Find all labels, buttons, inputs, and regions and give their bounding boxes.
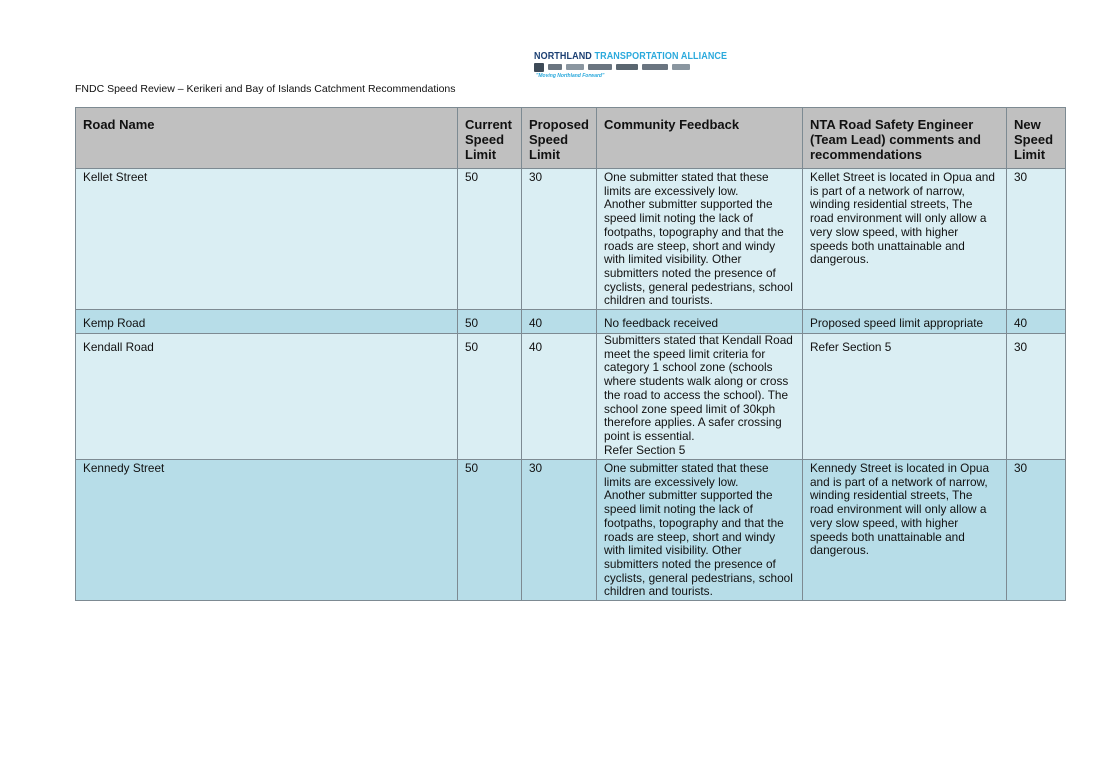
logo-tagline: "Moving Northland Forward" (536, 73, 605, 79)
col-header-road-name: Road Name (76, 108, 458, 169)
table-row (76, 310, 1066, 334)
comments-cell: Refer Section 5 (803, 334, 1007, 460)
feedback-cell: No feedback received (597, 310, 803, 334)
road-name-cell: Kendall Road (76, 334, 458, 460)
feedback-text: One submitter stated that these limits are excessively low. Another submitter supported the speed limit noting the lack of footpaths, topography and that the roads are steep, short and windy with limited visibility. Other submitters noted the presence of cyclists, general pedestrians, school children and tourists. (604, 461, 793, 599)
current-speed-cell: 50 (458, 460, 522, 601)
logo-partner-marks (534, 62, 700, 72)
col-header-new-speed: New Speed Limit (1007, 108, 1066, 169)
new-speed-cell: 30 (1007, 169, 1066, 310)
comments-cell: Kellet Street is located in Opua and is part of a network of narrow, winding residential streets, The road environment will only allow a very slow speed, with higher speeds both unattainable and dangerous. (803, 169, 1007, 310)
current-speed-cell: 50 (458, 169, 522, 310)
partner-logo-mark (566, 64, 584, 70)
col-header-community-feedback: Community Feedback (597, 108, 803, 169)
partner-logo-mark (616, 64, 638, 70)
logo-word-northland: NORTHLAND (534, 50, 592, 62)
partner-logo-mark (642, 64, 668, 70)
col-header-engineer-comments: NTA Road Safety Engineer (Team Lead) comments and recommendations (803, 108, 1007, 169)
nta-logo (534, 50, 728, 82)
proposed-speed-cell: 40 (522, 334, 597, 460)
road-name-cell: Kennedy Street (76, 460, 458, 601)
logo-word-alliance: TRANSPORTATION ALLIANCE (594, 50, 728, 62)
new-speed-cell: 40 (1007, 310, 1066, 334)
road-name-cell: Kemp Road (76, 310, 458, 334)
col-header-proposed-speed: Proposed Speed Limit (522, 108, 597, 169)
current-speed-cell: 50 (458, 310, 522, 334)
comments-cell: Proposed speed limit appropriate (803, 310, 1007, 334)
proposed-speed-cell: 30 (522, 169, 597, 310)
partner-logo-mark (672, 64, 690, 70)
partner-logo-mark (548, 64, 562, 70)
col-header-current-speed: Current Speed Limit (458, 108, 522, 169)
partner-logo-mark (534, 63, 544, 72)
road-name-cell: Kellet Street (76, 169, 458, 310)
proposed-speed-cell: 40 (522, 310, 597, 334)
table-header-row (76, 108, 1066, 169)
current-speed-cell: 50 (458, 334, 522, 460)
table-row (76, 460, 1066, 601)
partner-logo-mark (588, 64, 612, 70)
table-row (76, 334, 1066, 460)
document-title: FNDC Speed Review – Kerikeri and Bay of Islands Catchment Recommendations (75, 83, 456, 95)
proposed-speed-cell: 30 (522, 460, 597, 601)
logo-title (534, 50, 727, 62)
feedback-text: Submitters stated that Kendall Road meet the speed limit criteria for category 1 school zone (schools where students walk along or cross the road to access the school). The school zone speed limit of 30kph therefore applies. A safer crossing point is essential. Refer Section 5 (604, 333, 793, 457)
feedback-cell (597, 460, 803, 601)
feedback-text: One submitter stated that these limits are excessively low. Another submitter supported the speed limit noting the lack of footpaths, topography and that the roads are steep, short and windy with limited visibility. Other submitters noted the presence of cyclists, general pedestrians, school children and tourists. (604, 170, 793, 308)
feedback-cell (597, 169, 803, 310)
new-speed-cell: 30 (1007, 460, 1066, 601)
feedback-cell (597, 334, 803, 460)
table-row (76, 169, 1066, 310)
speed-review-table (75, 107, 1066, 601)
new-speed-cell: 30 (1007, 334, 1066, 460)
comments-cell: Kennedy Street is located in Opua and is part of a network of narrow, winding residential streets, The road environment will only allow a very slow speed, with higher speeds both unattainable and dangerous. (803, 460, 1007, 601)
